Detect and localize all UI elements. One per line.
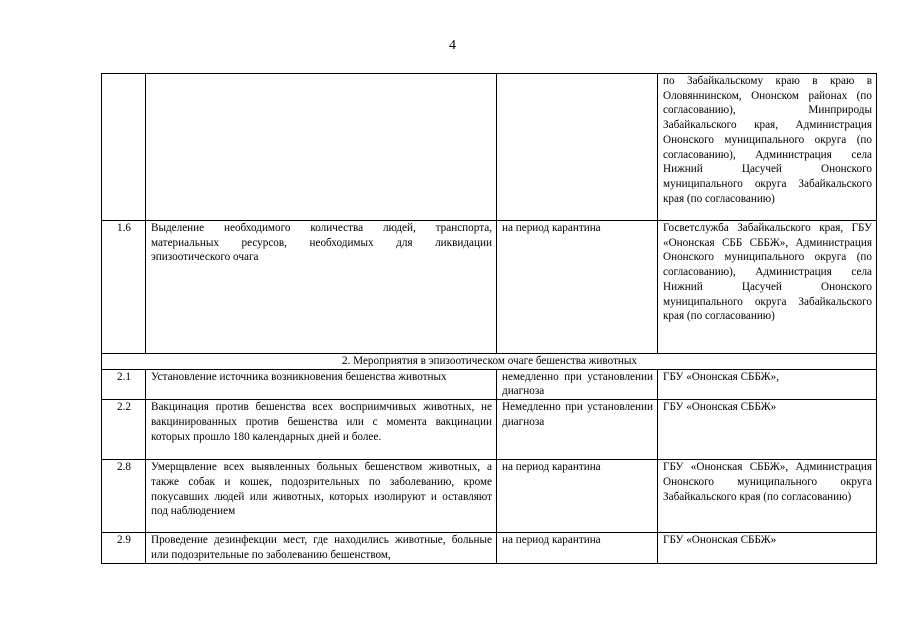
responsible-cell: ГБУ «Ононская СББЖ» xyxy=(658,533,877,564)
event-cell xyxy=(146,74,497,221)
section-header-row xyxy=(102,354,877,370)
responsible-cell: Госветслужба Забайкальского края, ГБУ «Ононская СББ СББЖ», Администрация Ононского муниципального округа (по согласованию), Администрация села Нижний Цасучей Ононского муниципального округа Забайкальского края (по согласованию) xyxy=(658,221,877,354)
term-cell xyxy=(497,74,658,221)
event-cell: Умерщвление всех выявленных больных бешенством животных, а также собак и кошек, подозрительных по заболеванию, кроме покусавших людей или животных, которых изолируют и оставляют под наблюдением xyxy=(146,460,497,533)
row-number: 1.6 xyxy=(102,221,146,354)
section-title: 2. Мероприятия в эпизоотическом очаге бешенства животных xyxy=(102,354,877,370)
event-cell: Вакцинация против бешенства всех восприимчивых животных, не вакцинированных против бешенства или с момента вакцинации которых прошло 180 календарных дней и более. xyxy=(146,400,497,460)
table-row xyxy=(102,400,877,460)
responsible-cell: ГБУ «Ононская СББЖ», Администрация Ононского муниципального округа Забайкальского края (по согласованию) xyxy=(658,460,877,533)
row-number: 2.8 xyxy=(102,460,146,533)
responsible-cell: ГБУ «Ононская СББЖ», xyxy=(658,369,877,399)
page-number: 4 xyxy=(449,38,456,53)
table-row xyxy=(102,74,877,221)
table-row xyxy=(102,533,877,564)
table-row xyxy=(102,221,877,354)
row-number: 2.1 xyxy=(102,369,146,399)
term-cell: немедленно при установлении диагноза xyxy=(497,369,658,399)
row-number: 2.2 xyxy=(102,400,146,460)
term-cell: Немедленно при установлении диагноза xyxy=(497,400,658,460)
row-number: 2.9 xyxy=(102,533,146,564)
row-number xyxy=(102,74,146,221)
term-cell: на период карантина xyxy=(497,533,658,564)
measures-table xyxy=(101,73,877,564)
table-row xyxy=(102,460,877,533)
term-cell: на период карантина xyxy=(497,460,658,533)
responsible-cell: ГБУ «Ононская СББЖ» xyxy=(658,400,877,460)
term-cell: на период карантина xyxy=(497,221,658,354)
event-cell: Проведение дезинфекции мест, где находились животные, больные или подозрительные по заболеванию бешенством, xyxy=(146,533,497,564)
event-cell: Установление источника возникновения бешенства животных xyxy=(146,369,497,399)
event-cell: Выделение необходимого количества людей, транспорта, материальных ресурсов, необходимых для ликвидации эпизоотического очага xyxy=(146,221,497,354)
responsible-cell: по Забайкальскому краю в краю в Оловяннинском, Ононском районах (по согласованию), Минприроды Забайкальского края, Администрация Ононского муниципального округа (по согласованию), Администрация села Нижний Цасучей Ононского муниципального округа Забайкальского края (по согласованию) xyxy=(658,74,877,221)
table-row xyxy=(102,369,877,399)
